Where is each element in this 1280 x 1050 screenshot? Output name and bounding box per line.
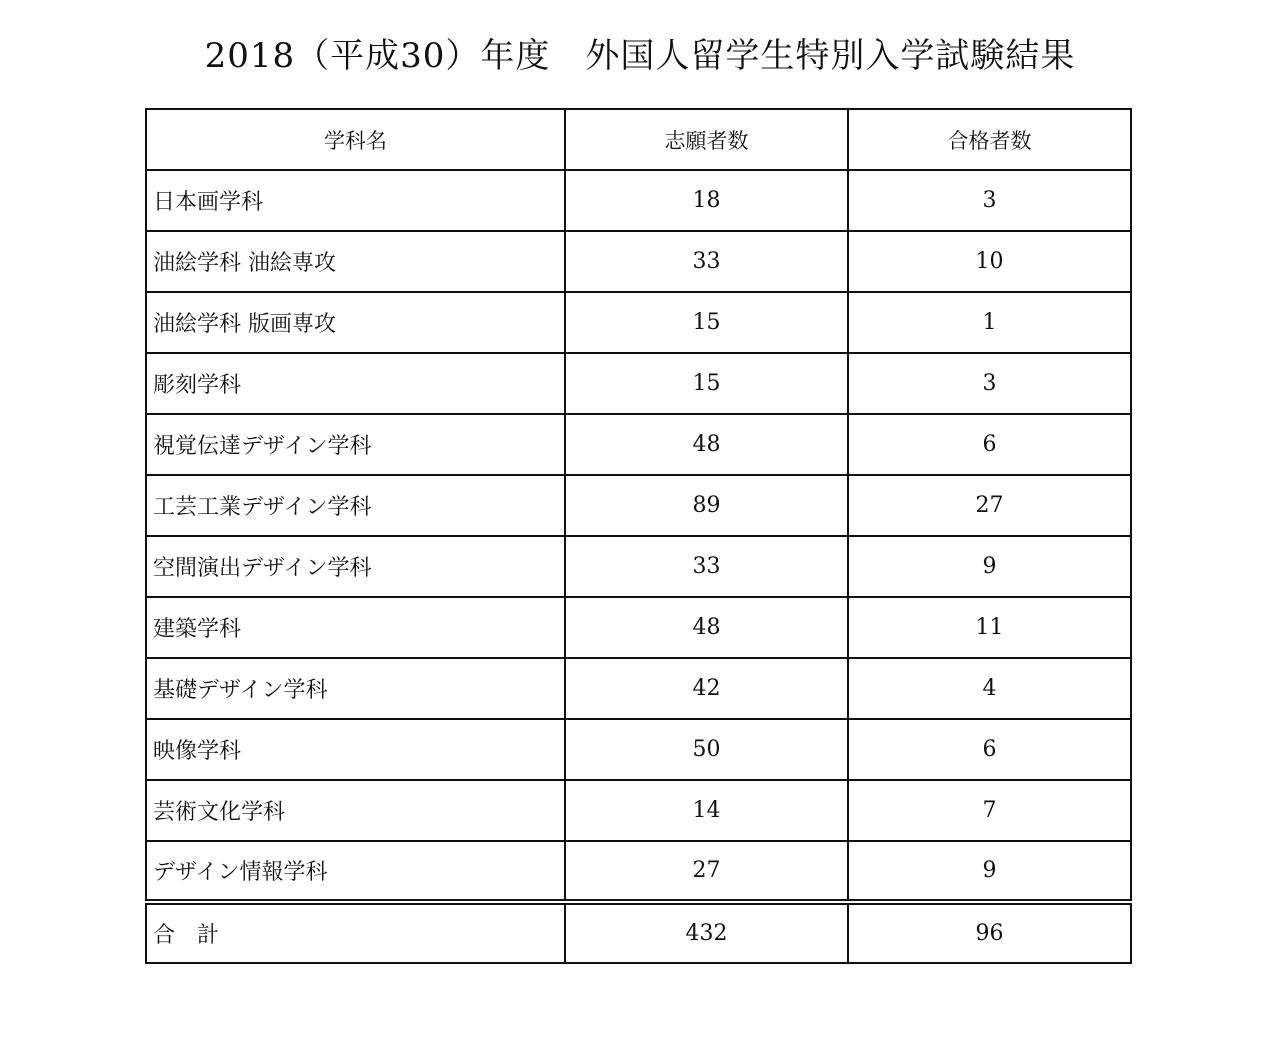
- applicants-count: 33: [565, 536, 848, 597]
- passed-count: 6: [848, 414, 1131, 475]
- table-row: [146, 353, 1131, 414]
- applicants-count: 89: [565, 475, 848, 536]
- passed-count: 9: [848, 536, 1131, 597]
- applicants-count: 18: [565, 170, 848, 231]
- total-passed: 96: [848, 902, 1131, 963]
- table-row: [146, 292, 1131, 353]
- table-row: [146, 658, 1131, 719]
- passed-count: 10: [848, 231, 1131, 292]
- department-name: 基礎デザイン学科: [146, 658, 565, 719]
- table-row: [146, 414, 1131, 475]
- department-name: 視覚伝達デザイン学科: [146, 414, 565, 475]
- passed-count: 27: [848, 475, 1131, 536]
- table-row: [146, 780, 1131, 841]
- department-name: 工芸工業デザイン学科: [146, 475, 565, 536]
- applicants-count: 15: [565, 292, 848, 353]
- passed-count: 1: [848, 292, 1131, 353]
- department-name: 彫刻学科: [146, 353, 565, 414]
- passed-count: 9: [848, 841, 1131, 902]
- passed-count: 3: [848, 170, 1131, 231]
- applicants-count: 42: [565, 658, 848, 719]
- page-title: 2018（平成30）年度 外国人留学生特別入学試験結果: [204, 36, 1076, 76]
- table-row: [146, 719, 1131, 780]
- table-row: [146, 231, 1131, 292]
- applicants-count: 48: [565, 414, 848, 475]
- table-header-row: [146, 109, 1131, 170]
- total-label: 合 計: [146, 902, 565, 963]
- applicants-count: 48: [565, 597, 848, 658]
- results-table: [145, 108, 1132, 964]
- department-name: 油絵学科 油絵専攻: [146, 231, 565, 292]
- applicants-count: 27: [565, 841, 848, 902]
- total-applicants: 432: [565, 902, 848, 963]
- applicants-count: 14: [565, 780, 848, 841]
- passed-count: 3: [848, 353, 1131, 414]
- header-passed: 合格者数: [848, 109, 1131, 170]
- passed-count: 11: [848, 597, 1131, 658]
- header-applicants: 志願者数: [565, 109, 848, 170]
- department-name: 油絵学科 版画専攻: [146, 292, 565, 353]
- table-row: [146, 841, 1131, 902]
- department-name: 日本画学科: [146, 170, 565, 231]
- applicants-count: 33: [565, 231, 848, 292]
- applicants-count: 15: [565, 353, 848, 414]
- department-name: デザイン情報学科: [146, 841, 565, 902]
- table-row: [146, 475, 1131, 536]
- passed-count: 7: [848, 780, 1131, 841]
- department-name: 空間演出デザイン学科: [146, 536, 565, 597]
- table-row: [146, 170, 1131, 231]
- passed-count: 6: [848, 719, 1131, 780]
- table-row: [146, 536, 1131, 597]
- department-name: 芸術文化学科: [146, 780, 565, 841]
- table-row: [146, 597, 1131, 658]
- header-department: 学科名: [146, 109, 565, 170]
- department-name: 建築学科: [146, 597, 565, 658]
- applicants-count: 50: [565, 719, 848, 780]
- total-row: [146, 902, 1131, 963]
- passed-count: 4: [848, 658, 1131, 719]
- department-name: 映像学科: [146, 719, 565, 780]
